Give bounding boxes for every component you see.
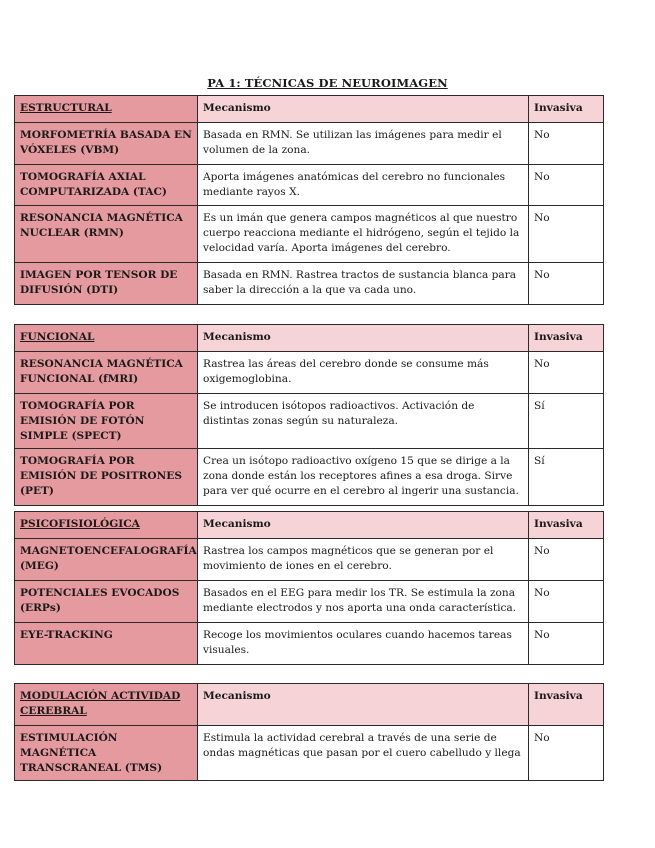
technique-name: ESTIMULACIÓN MAGNÉTICA TRANSCRANEAL (TMS) xyxy=(15,726,198,781)
table-row xyxy=(15,263,604,305)
page-title: PA 1: TÉCNICAS DE NEUROIMAGEN xyxy=(207,76,448,90)
mechanism-header: Mecanismo xyxy=(198,512,529,539)
category-header: PSICOFISIOLÓGICA xyxy=(15,512,198,539)
technique-name: TOMOGRAFÍA AXIAL COMPUTARIZADA (TAC) xyxy=(15,165,198,206)
technique-mechanism: Aporta imágenes anatómicas del cerebro no funcionales mediante rayos X. xyxy=(198,165,529,206)
table-row xyxy=(15,539,604,581)
invasive-header: Invasiva xyxy=(529,512,604,539)
technique-mechanism: Basada en RMN. Rastrea tractos de sustancia blanca para saber la dirección a la que va cada uno. xyxy=(198,263,529,305)
technique-mechanism: Basada en RMN. Se utilizan las imágenes para medir el volumen de la zona. xyxy=(198,123,529,165)
technique-invasive: Sí xyxy=(529,394,604,449)
table-row xyxy=(15,206,604,263)
technique-name: EYE-TRACKING xyxy=(15,623,198,665)
technique-name: RESONANCIA MAGNÉTICA NUCLEAR (RMN) xyxy=(15,206,198,263)
technique-invasive: No xyxy=(529,623,604,665)
technique-mechanism: Rastrea los campos magnéticos que se generan por el movimiento de iones en el cerebro. xyxy=(198,539,529,581)
technique-name: POTENCIALES EVOCADOS (ERPs) xyxy=(15,581,198,623)
table-row xyxy=(15,726,604,781)
psychophysiological-table xyxy=(14,511,604,665)
mechanism-header: Mecanismo xyxy=(198,684,529,726)
category-header: MODULACIÓN ACTIVIDAD CEREBRAL xyxy=(15,684,198,726)
table-row xyxy=(15,165,604,206)
technique-mechanism: Rastrea las áreas del cerebro donde se consume más oxigemoglobina. xyxy=(198,352,529,394)
technique-invasive: No xyxy=(529,206,604,263)
technique-mechanism: Recoge los movimientos oculares cuando hacemos tareas visuales. xyxy=(198,623,529,665)
technique-invasive: No xyxy=(529,165,604,206)
table-row xyxy=(15,123,604,165)
technique-name: IMAGEN POR TENSOR DE DIFUSIÓN (DTI) xyxy=(15,263,198,305)
technique-invasive: No xyxy=(529,123,604,165)
invasive-header: Invasiva xyxy=(529,96,604,123)
technique-mechanism: Crea un isótopo radioactivo oxígeno 15 que se dirige a la zona donde están los receptores afines a esa droga. Sirve para ver qué ocurre en el cerebro al ingerir una sustancia. xyxy=(198,449,529,506)
technique-name: MORFOMETRÍA BASADA EN VÓXELES (VBM) xyxy=(15,123,198,165)
structural-table xyxy=(14,95,604,305)
table-row xyxy=(15,581,604,623)
table-row xyxy=(15,623,604,665)
category-header: ESTRUCTURAL xyxy=(15,96,198,123)
technique-invasive: No xyxy=(529,581,604,623)
mechanism-header: Mecanismo xyxy=(198,325,529,352)
technique-name: TOMOGRAFÍA POR EMISIÓN DE FOTÓN SIMPLE (SPECT) xyxy=(15,394,198,449)
table-header-row xyxy=(15,325,604,352)
invasive-header: Invasiva xyxy=(529,325,604,352)
table-header-row xyxy=(15,96,604,123)
table-row xyxy=(15,449,604,506)
functional-table xyxy=(14,324,604,506)
technique-name: RESONANCIA MAGNÉTICA FUNCIONAL (fMRI) xyxy=(15,352,198,394)
modulation-table xyxy=(14,683,604,781)
technique-name: MAGNETOENCEFALOGRAFÍA (MEG) xyxy=(15,539,198,581)
table-row xyxy=(15,352,604,394)
invasive-header: Invasiva xyxy=(529,684,604,726)
table-header-row xyxy=(15,512,604,539)
technique-invasive: No xyxy=(529,352,604,394)
technique-mechanism: Se introducen isótopos radioactivos. Activación de distintas zonas según su naturaleza. xyxy=(198,394,529,449)
table-header-row xyxy=(15,684,604,726)
technique-invasive: No xyxy=(529,726,604,781)
technique-mechanism: Es un imán que genera campos magnéticos al que nuestro cuerpo reacciona mediante el hidrógeno, según el tejido la velocidad varía. Aporta imágenes del cerebro. xyxy=(198,206,529,263)
technique-name: TOMOGRAFÍA POR EMISIÓN DE POSITRONES (PET) xyxy=(15,449,198,506)
technique-mechanism: Basados en el EEG para medir los TR. Se estimula la zona mediante electrodos y nos aporta una onda característica. xyxy=(198,581,529,623)
mechanism-header: Mecanismo xyxy=(198,96,529,123)
technique-invasive: No xyxy=(529,263,604,305)
technique-invasive: Sí xyxy=(529,449,604,506)
technique-invasive: No xyxy=(529,539,604,581)
category-header: FUNCIONAL xyxy=(15,325,198,352)
table-row xyxy=(15,394,604,449)
technique-mechanism: Estimula la actividad cerebral a través de una serie de ondas magnéticas que pasan por el cuero cabelludo y llega xyxy=(198,726,529,781)
